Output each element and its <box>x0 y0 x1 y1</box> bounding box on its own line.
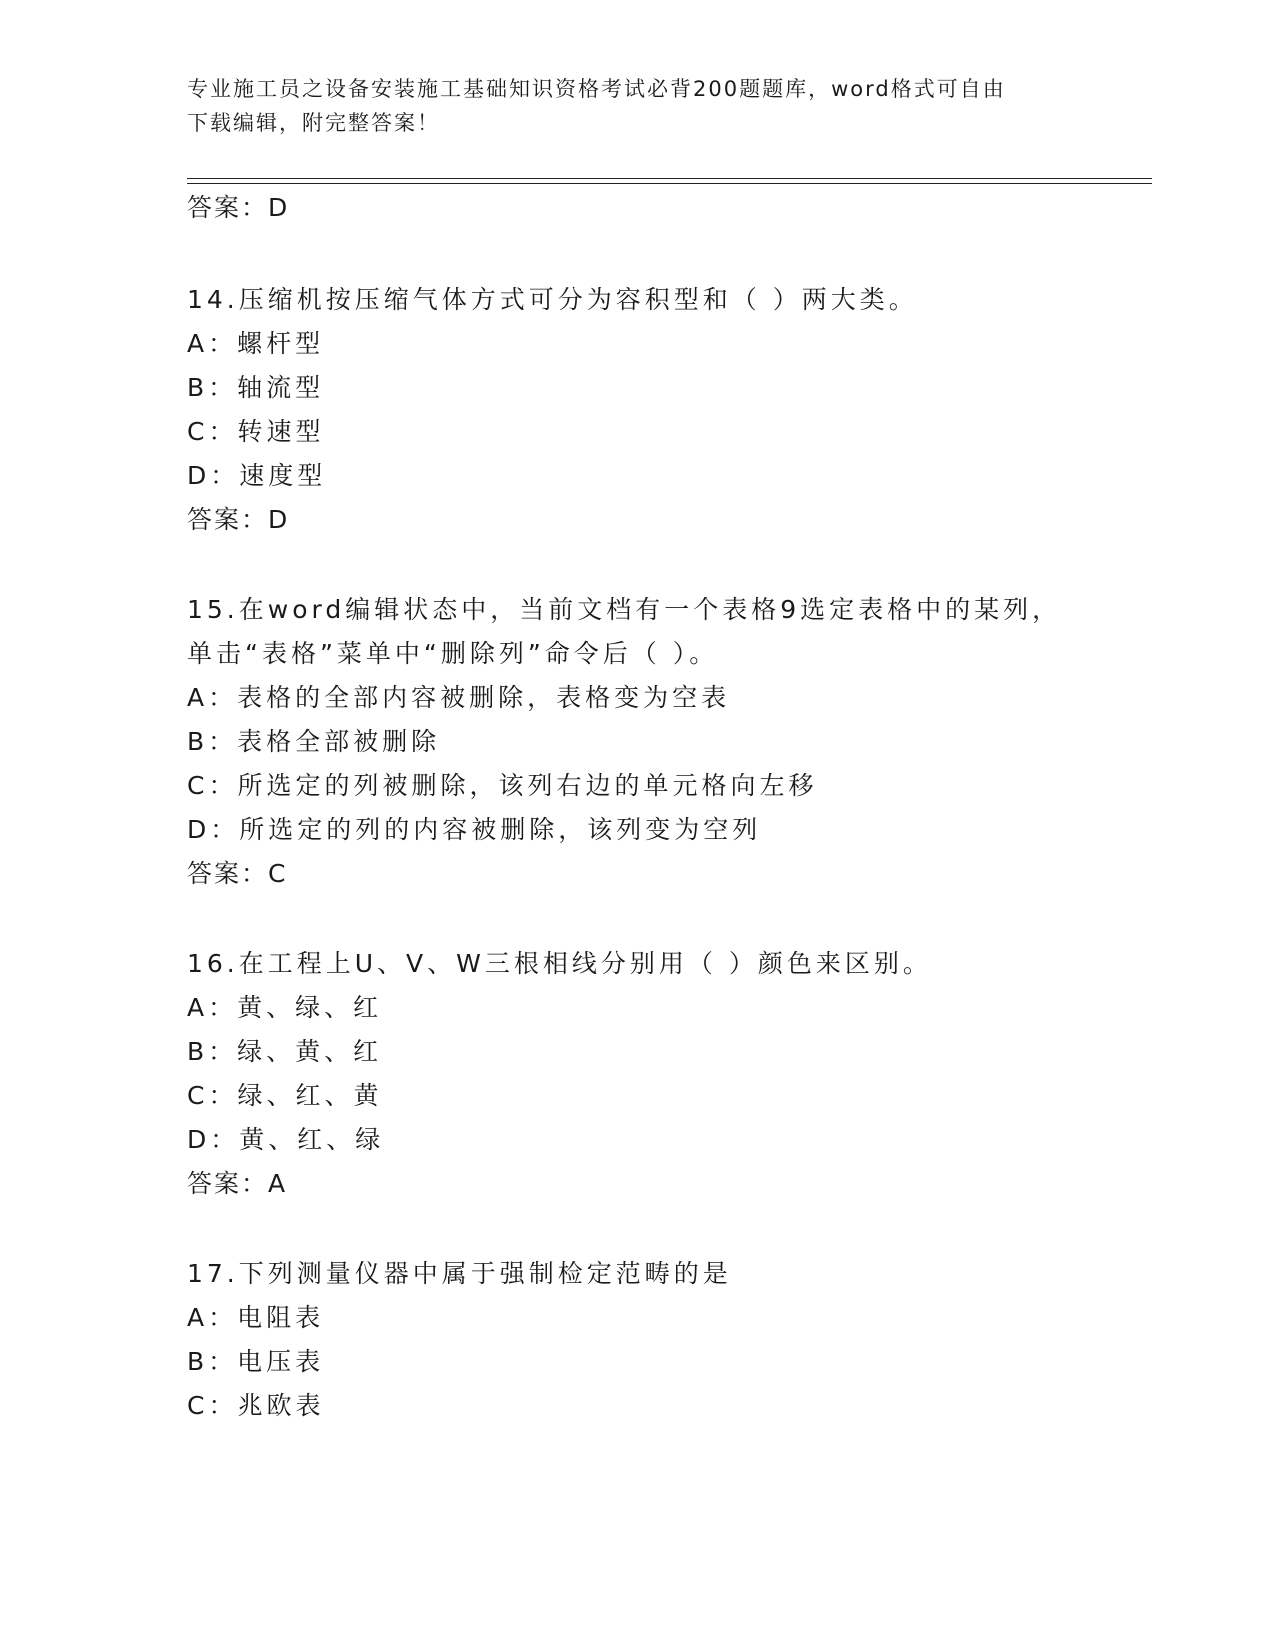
question-15-stem-line-2: 单击“表格”菜单中“删除列”命令后（ ）。 <box>187 639 719 668</box>
question-16-option-c: C：绿、红、黄 <box>187 1081 383 1110</box>
question-14-stem: 14.压缩机按压缩气体方式可分为容积型和（ ）两大类。 <box>187 285 918 314</box>
question-16-option-b: B：绿、黄、红 <box>187 1037 383 1066</box>
question-17-option-a: A：电阻表 <box>187 1303 325 1332</box>
question-15-option-a: A：表格的全部内容被删除，表格变为空表 <box>187 683 731 712</box>
question-14-option-c: C：转速型 <box>187 417 325 446</box>
header-line-1: 专业施工员之设备安装施工基础知识资格考试必背200题题库，word格式可自由 <box>187 77 1006 101</box>
question-16-stem: 16.在工程上U、V、W三根相线分别用（ ）颜色来区别。 <box>187 949 932 978</box>
question-16-option-a: A：黄、绿、红 <box>187 993 383 1022</box>
question-16-answer: 答案：A <box>187 1169 288 1198</box>
question-16-option-d: D：黄、红、绿 <box>187 1125 385 1154</box>
question-14-option-d: D：速度型 <box>187 461 327 490</box>
document-header <box>187 72 1067 140</box>
question-17-stem: 17.下列测量仪器中属于强制检定范畴的是 <box>187 1259 732 1288</box>
question-17-option-c: C：兆欧表 <box>187 1391 325 1420</box>
question-15-stem-line-1: 15.在word编辑状态中，当前文档有一个表格9选定表格中的某列， <box>187 595 1062 624</box>
answer-previous: 答案：D <box>187 193 290 222</box>
header-divider-top <box>187 178 1152 179</box>
question-15-option-c: C：所选定的列被删除，该列右边的单元格向左移 <box>187 771 818 800</box>
question-14-answer: 答案：D <box>187 505 290 534</box>
question-15-option-b: B：表格全部被删除 <box>187 727 441 756</box>
question-17-option-b: B：电压表 <box>187 1347 325 1376</box>
question-14-option-a: A：螺杆型 <box>187 329 325 358</box>
question-15-answer: 答案：C <box>187 859 288 888</box>
header-divider-bottom <box>187 183 1152 184</box>
question-15-option-d: D：所选定的列的内容被删除，该列变为空列 <box>187 815 762 844</box>
question-14-option-b: B：轴流型 <box>187 373 325 402</box>
header-line-2: 下载编辑，附完整答案！ <box>187 111 440 135</box>
